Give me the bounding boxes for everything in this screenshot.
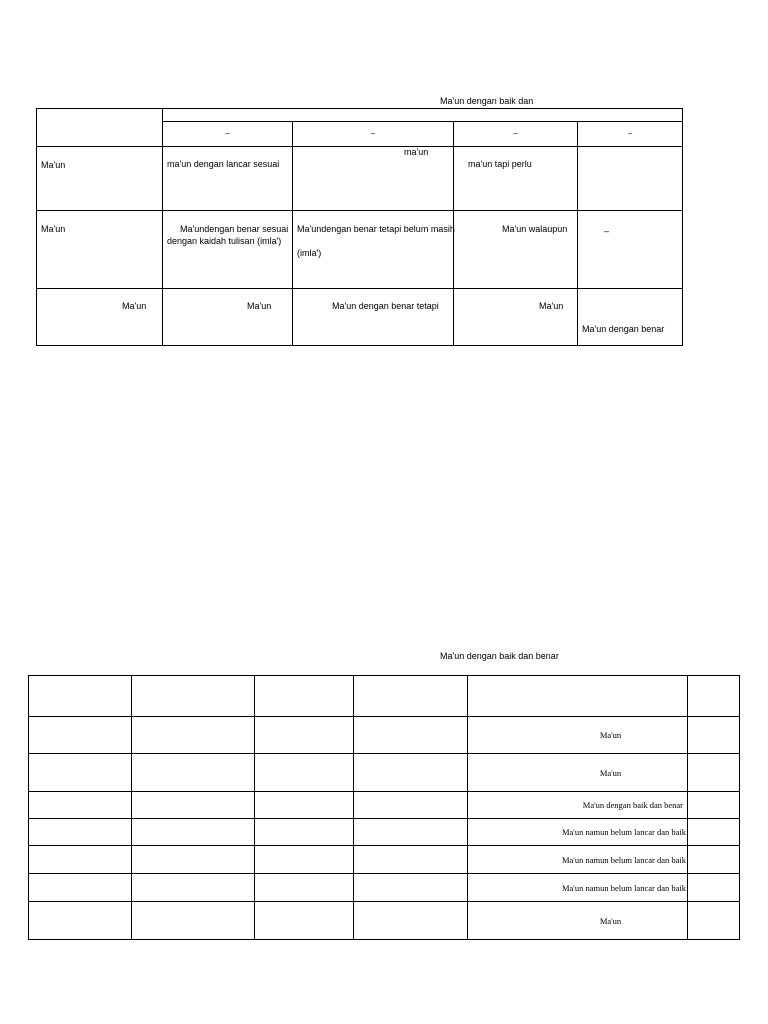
row1-col1: ma'un dengan lancar sesuai — [163, 147, 293, 211]
table2-row: Ma'un namun belum lancar dan baik — [29, 874, 740, 902]
score-header-3: – — [454, 122, 578, 147]
row3-label-cell — [37, 289, 163, 346]
row2-label-cell — [37, 211, 163, 289]
table1-caption: Ma'un dengan baik dan — [440, 96, 534, 106]
assessment-table-1 — [36, 108, 683, 346]
row1-label: Ma'un — [41, 160, 66, 170]
row1-label-cell — [37, 147, 163, 211]
row3-col4: Ma'un dengan benar — [578, 289, 683, 346]
row3-label: Ma'un — [122, 301, 147, 311]
table2-row: Ma'un — [29, 754, 740, 792]
table2-row: Ma'un dengan baik dan benar — [29, 792, 740, 819]
assessment-table-2 — [28, 675, 740, 940]
row2-label: Ma'un — [41, 224, 66, 234]
table2-caption: Ma'un dengan baik dan benar — [440, 651, 559, 661]
row3-col1: Ma'un — [163, 289, 293, 346]
table2-row: Ma'un namun belum lancar dan baik — [29, 846, 740, 874]
row1-col4 — [578, 147, 683, 211]
row1-col3: ma'un tapi perlu — [454, 147, 578, 211]
table2-row: Ma'un — [29, 717, 740, 754]
row1-col2: ma'un — [293, 147, 454, 211]
table2-row: Ma'un namun belum lancar dan baik — [29, 819, 740, 846]
table2-row: Ma'un — [29, 902, 740, 940]
score-header-1: – — [163, 122, 293, 147]
score-header-2: – — [293, 122, 454, 147]
row2-col4: – — [578, 211, 683, 289]
row3-col3: Ma'un — [454, 289, 578, 346]
row2-col3: Ma'un walaupun — [454, 211, 578, 289]
row3-col2: Ma'un dengan benar tetapi — [293, 289, 454, 346]
table2-header-row — [29, 676, 740, 717]
header-empty-cell — [37, 109, 163, 147]
score-header-4: – — [578, 122, 683, 147]
header-span-cell — [163, 109, 683, 122]
row2-col2: Ma'undengan benar tetapi belum masih (imla') — [293, 211, 454, 289]
row2-col1: Ma'undengan benar sesuai dengan kaidah tulisan (imla') — [163, 211, 293, 289]
